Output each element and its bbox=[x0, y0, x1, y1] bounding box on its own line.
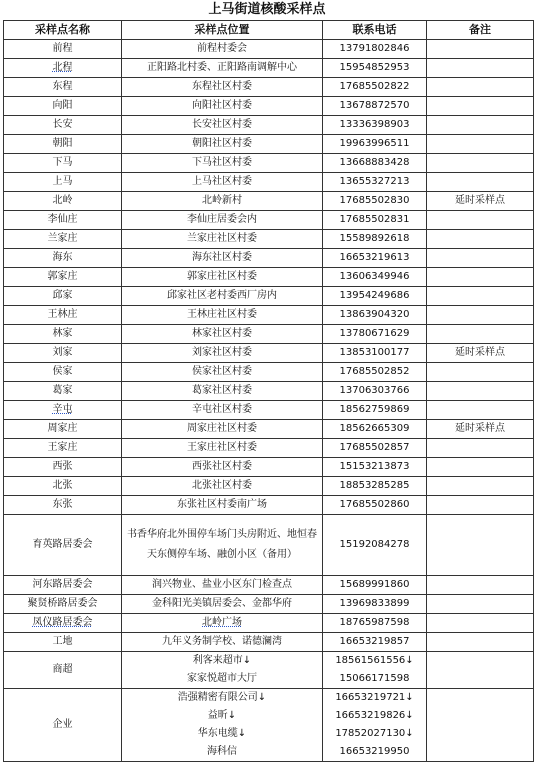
cell-name: 前程 bbox=[4, 40, 122, 59]
cell-name: 林家 bbox=[4, 325, 122, 344]
cell-phone: 17685502830 bbox=[323, 192, 427, 211]
cell-name: 葛家 bbox=[4, 382, 122, 401]
cell-location: 林家社区村委 bbox=[122, 325, 323, 344]
cell-phone: 15689991860 bbox=[323, 576, 427, 595]
table-row bbox=[4, 652, 534, 689]
table-row bbox=[4, 325, 534, 344]
cell-note bbox=[427, 633, 534, 652]
table-row bbox=[4, 287, 534, 306]
cell-name: 周家庄 bbox=[4, 420, 122, 439]
table-row bbox=[4, 116, 534, 135]
cell-name: 商超 bbox=[4, 652, 122, 689]
cell-note bbox=[427, 268, 534, 287]
cell-location: 王林庄社区村委 bbox=[122, 306, 323, 325]
cell-phone: 18853285285 bbox=[323, 477, 427, 496]
cell-phone: 15192084278 bbox=[323, 515, 427, 576]
cell-phone-line: 18561561556↓ bbox=[335, 655, 414, 666]
cell-name: 下马 bbox=[4, 154, 122, 173]
cell-phone: 17685502822 bbox=[323, 78, 427, 97]
cell-phone bbox=[323, 689, 427, 762]
cell-note bbox=[427, 135, 534, 154]
cell-name: 西张 bbox=[4, 458, 122, 477]
table-row bbox=[4, 420, 534, 439]
cell-note bbox=[427, 515, 534, 576]
cell-name: 辛屯 bbox=[4, 401, 122, 420]
cell-name: 王家庄 bbox=[4, 439, 122, 458]
cell-phone: 18562665309 bbox=[323, 420, 427, 439]
table-row bbox=[4, 192, 534, 211]
cell-note: 延时采样点 bbox=[427, 192, 534, 211]
table-row bbox=[4, 439, 534, 458]
cell-location: 王家庄社区村委 bbox=[122, 439, 323, 458]
cell-phone-line: 15066171598 bbox=[339, 673, 410, 684]
table-row bbox=[4, 230, 534, 249]
cell-location: 九年义务制学校、诺德澜湾 bbox=[122, 633, 323, 652]
table-row bbox=[4, 344, 534, 363]
cell-location: 正阳路北村委、正阳路南调解中心 bbox=[122, 59, 323, 78]
cell-name: 海东 bbox=[4, 249, 122, 268]
cell-location: 侯家社区村委 bbox=[122, 363, 323, 382]
cell-location: 向阳社区村委 bbox=[122, 97, 323, 116]
cell-note bbox=[427, 363, 534, 382]
header-phone: 联系电话 bbox=[323, 21, 427, 40]
cell-phone: 13954249686 bbox=[323, 287, 427, 306]
cell-location: 李仙庄居委会内 bbox=[122, 211, 323, 230]
cell-note bbox=[427, 287, 534, 306]
cell-name: 北岭 bbox=[4, 192, 122, 211]
cell-name: 育英路居委会 bbox=[4, 515, 122, 576]
cell-location bbox=[122, 689, 323, 762]
cell-location-line: 华东电缆↓ bbox=[197, 728, 247, 739]
cell-location: 金科阳光美镇居委会、金都华府 bbox=[122, 595, 323, 614]
document-title: 上马街道核酸采样点 bbox=[208, 2, 326, 17]
table-row bbox=[4, 477, 534, 496]
cell-name: 河东路居委会 bbox=[4, 576, 122, 595]
cell-location-line: 海科信 bbox=[207, 746, 237, 757]
cell-note bbox=[427, 173, 534, 192]
cell-name: 邱家 bbox=[4, 287, 122, 306]
cell-name: 向阳 bbox=[4, 97, 122, 116]
table-row bbox=[4, 496, 534, 515]
cell-location: 上马社区村委 bbox=[122, 173, 323, 192]
cell-note bbox=[427, 689, 534, 762]
cell-location: 西张社区村委 bbox=[122, 458, 323, 477]
table-row bbox=[4, 154, 534, 173]
cell-name: 企业 bbox=[4, 689, 122, 762]
cell-phone bbox=[323, 652, 427, 689]
cell-location-line: 益昕↓ bbox=[207, 710, 237, 721]
cell-phone: 16653219857 bbox=[323, 633, 427, 652]
cell-name: 长安 bbox=[4, 116, 122, 135]
cell-name: 北程 bbox=[4, 59, 122, 78]
table-row bbox=[4, 458, 534, 477]
cell-phone: 13655327213 bbox=[323, 173, 427, 192]
cell-name: 东程 bbox=[4, 78, 122, 97]
header-row bbox=[4, 21, 534, 40]
cell-note bbox=[427, 382, 534, 401]
table-row bbox=[4, 211, 534, 230]
cell-note bbox=[427, 40, 534, 59]
cell-location: 北岭新村 bbox=[122, 192, 323, 211]
cell-phone: 13678872570 bbox=[323, 97, 427, 116]
cell-name: 刘家 bbox=[4, 344, 122, 363]
cell-name: 工地 bbox=[4, 633, 122, 652]
cell-name: 上马 bbox=[4, 173, 122, 192]
cell-name: 北张 bbox=[4, 477, 122, 496]
cell-name: 朝阳 bbox=[4, 135, 122, 154]
cell-phone-line: 16653219950 bbox=[339, 746, 410, 757]
cell-name: 王林庄 bbox=[4, 306, 122, 325]
cell-phone-line: 16653219826↓ bbox=[335, 710, 414, 721]
cell-note bbox=[427, 496, 534, 515]
cell-location: 北张社区村委 bbox=[122, 477, 323, 496]
table-row bbox=[4, 515, 534, 576]
cell-name: 凤仪路居委会 bbox=[4, 614, 122, 633]
cell-phone: 13853100177 bbox=[323, 344, 427, 363]
header-location: 采样点位置 bbox=[122, 21, 323, 40]
table-body bbox=[4, 21, 534, 762]
cell-phone: 13780671629 bbox=[323, 325, 427, 344]
cell-phone: 18562759869 bbox=[323, 401, 427, 420]
sampling-points-table bbox=[3, 20, 534, 762]
cell-note bbox=[427, 306, 534, 325]
cell-location: 朝阳社区村委 bbox=[122, 135, 323, 154]
cell-phone: 13969833899 bbox=[323, 595, 427, 614]
table-row bbox=[4, 268, 534, 287]
cell-note: 延时采样点 bbox=[427, 344, 534, 363]
cell-location: 邱家社区老村委西厂房内 bbox=[122, 287, 323, 306]
cell-name: 侯家 bbox=[4, 363, 122, 382]
cell-note bbox=[427, 97, 534, 116]
cell-location: 刘家社区村委 bbox=[122, 344, 323, 363]
cell-location: 周家庄社区村委 bbox=[122, 420, 323, 439]
cell-note bbox=[427, 116, 534, 135]
table-row bbox=[4, 689, 534, 762]
cell-location: 长安社区村委 bbox=[122, 116, 323, 135]
cell-location: 前程村委会 bbox=[122, 40, 323, 59]
cell-location-line: 家家悦超市大厅 bbox=[187, 673, 257, 684]
cell-note bbox=[427, 652, 534, 689]
cell-phone: 19963996511 bbox=[323, 135, 427, 154]
table-row bbox=[4, 382, 534, 401]
cell-phone-line: 17852027130↓ bbox=[335, 728, 414, 739]
cell-phone: 17685502852 bbox=[323, 363, 427, 382]
cell-note bbox=[427, 439, 534, 458]
table-row bbox=[4, 78, 534, 97]
table-row bbox=[4, 135, 534, 154]
cell-phone: 13863904320 bbox=[323, 306, 427, 325]
cell-phone: 15954852953 bbox=[323, 59, 427, 78]
cell-location: 海东社区村委 bbox=[122, 249, 323, 268]
cell-note bbox=[427, 325, 534, 344]
table-row bbox=[4, 576, 534, 595]
cell-location: 润兴物业、盐业小区东门检查点 bbox=[122, 576, 323, 595]
cell-name: 李仙庄 bbox=[4, 211, 122, 230]
cell-note: 延时采样点 bbox=[427, 420, 534, 439]
cell-note bbox=[427, 595, 534, 614]
cell-note bbox=[427, 211, 534, 230]
table-row bbox=[4, 97, 534, 116]
cell-note bbox=[427, 458, 534, 477]
cell-note bbox=[427, 59, 534, 78]
cell-note bbox=[427, 576, 534, 595]
cell-note bbox=[427, 614, 534, 633]
cell-phone: 17685502857 bbox=[323, 439, 427, 458]
cell-location: 下马社区村委 bbox=[122, 154, 323, 173]
cell-name: 东张 bbox=[4, 496, 122, 515]
cell-location bbox=[122, 652, 323, 689]
cell-note bbox=[427, 78, 534, 97]
cell-note bbox=[427, 477, 534, 496]
table-row bbox=[4, 173, 534, 192]
cell-phone: 17685502860 bbox=[323, 496, 427, 515]
cell-phone: 13668883428 bbox=[323, 154, 427, 173]
table-row bbox=[4, 614, 534, 633]
cell-note bbox=[427, 249, 534, 268]
cell-name: 聚贤桥路居委会 bbox=[4, 595, 122, 614]
cell-phone: 16653219613 bbox=[323, 249, 427, 268]
table-row bbox=[4, 401, 534, 420]
cell-phone: 15153213873 bbox=[323, 458, 427, 477]
cell-name: 郭家庄 bbox=[4, 268, 122, 287]
table-row bbox=[4, 306, 534, 325]
cell-location: 辛屯社区村委 bbox=[122, 401, 323, 420]
cell-location: 葛家社区村委 bbox=[122, 382, 323, 401]
cell-location: 兰家庄社区村委 bbox=[122, 230, 323, 249]
header-name: 采样点名称 bbox=[4, 21, 122, 40]
cell-location: 书香华府北外围停车场门头房附近、地恒春天东侧停车场、融创小区（备用） bbox=[122, 515, 323, 576]
cell-name: 兰家庄 bbox=[4, 230, 122, 249]
cell-note bbox=[427, 401, 534, 420]
cell-phone-line: 16653219721↓ bbox=[335, 692, 414, 703]
cell-location: 北岭广场 bbox=[122, 614, 323, 633]
header-note: 备注 bbox=[427, 21, 534, 40]
cell-location: 东张社区村委南广场 bbox=[122, 496, 323, 515]
cell-phone: 13791802846 bbox=[323, 40, 427, 59]
table-row bbox=[4, 363, 534, 382]
cell-note bbox=[427, 154, 534, 173]
table-row bbox=[4, 59, 534, 78]
table-row bbox=[4, 633, 534, 652]
cell-location-line: 浩强精密有限公司↓ bbox=[177, 692, 267, 703]
cell-phone: 13336398903 bbox=[323, 116, 427, 135]
table-row bbox=[4, 40, 534, 59]
cell-phone: 13606349946 bbox=[323, 268, 427, 287]
cell-note bbox=[427, 230, 534, 249]
cell-phone: 18765987598 bbox=[323, 614, 427, 633]
cell-location: 郭家庄社区村委 bbox=[122, 268, 323, 287]
cell-phone: 13706303766 bbox=[323, 382, 427, 401]
table-row bbox=[4, 249, 534, 268]
cell-phone: 17685502831 bbox=[323, 211, 427, 230]
cell-location-line: 利客来超市↓ bbox=[192, 655, 252, 666]
cell-phone: 15589892618 bbox=[323, 230, 427, 249]
table-row bbox=[4, 595, 534, 614]
cell-location: 东程社区村委 bbox=[122, 78, 323, 97]
